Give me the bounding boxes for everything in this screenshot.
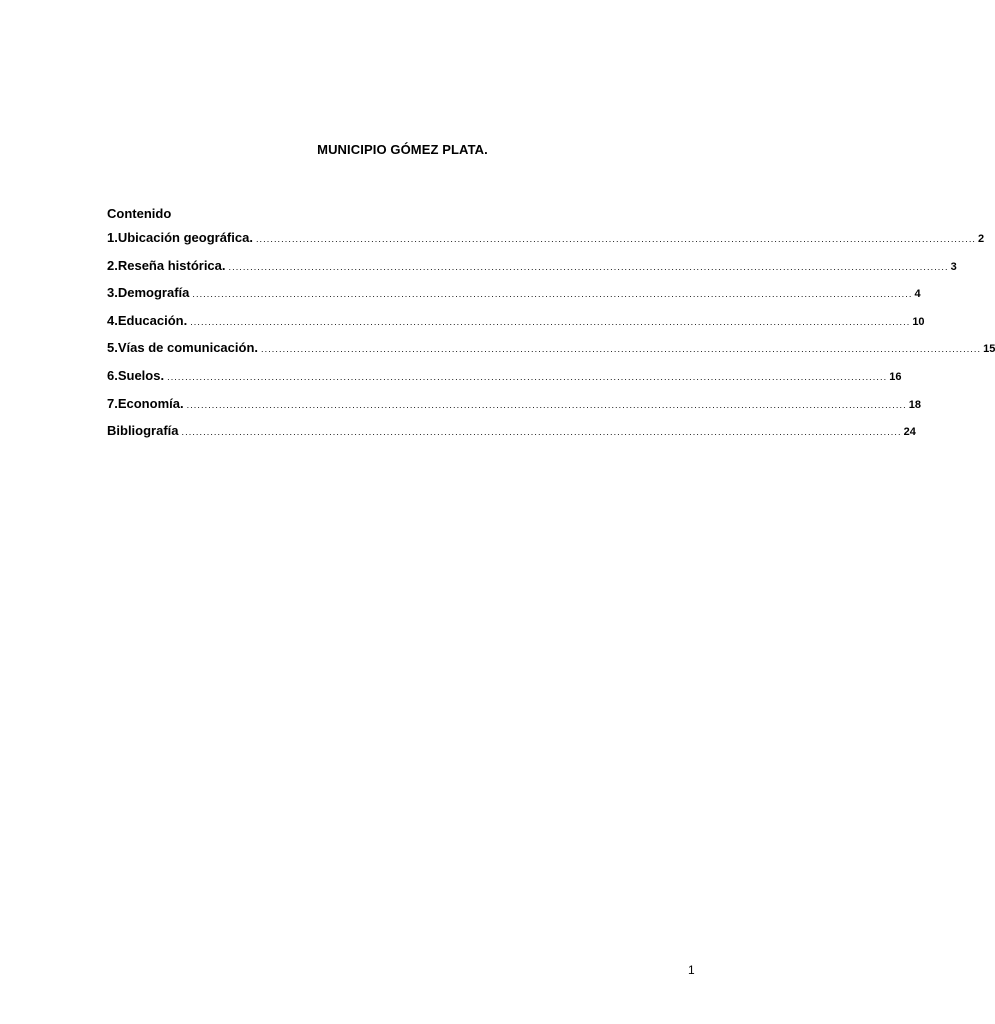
toc-entry-demografia[interactable]	[107, 285, 921, 313]
toc-entry-page: 3	[950, 260, 957, 273]
dot-leader: ........................................................................................................................................................................................................	[255, 234, 977, 244]
toc-entry-label: Educación.	[117, 312, 188, 328]
toc-entry-number: 4.	[107, 312, 118, 328]
toc-entry-suelos[interactable]	[107, 367, 902, 396]
page-number: 1	[688, 963, 695, 977]
dot-leader: ........................................................................................................................................................................................................	[167, 371, 888, 382]
toc-entry-label: Demografía	[117, 285, 190, 301]
toc-entry-label: Economía.	[117, 395, 184, 411]
toc-entry-number: 3.	[107, 285, 118, 301]
toc-entry-label: Ubicación geográfica.	[117, 230, 253, 245]
toc-entry-number: 6.	[107, 367, 118, 383]
toc-entry-number: 5.	[107, 340, 118, 356]
toc-entry-page: 4	[914, 288, 921, 301]
toc-entry-label: Suelos.	[117, 367, 165, 383]
toc-entry-resena[interactable]	[107, 257, 957, 286]
dot-leader: ........................................................................................................................................................................................................	[186, 399, 907, 410]
toc-entry-educacion[interactable]	[107, 312, 925, 341]
toc-entry-number: 7.	[107, 395, 118, 411]
toc-entry-bibliografia[interactable]	[107, 423, 916, 451]
toc-entry-label: Reseña histórica.	[117, 257, 226, 273]
toc-entry-page: 18	[908, 398, 921, 411]
toc-entry-ubicacion[interactable]	[107, 230, 985, 258]
dot-leader: ........................................................................................................................................................................................................	[261, 344, 982, 355]
toc-entry-economia[interactable]	[107, 395, 921, 424]
toc-entry-label: Bibliografía	[107, 423, 179, 439]
dot-leader: ........................................................................................................................................................................................................	[192, 289, 913, 300]
toc-entry-label: Vías de comunicación.	[117, 340, 258, 356]
toc-entry-page: 2	[978, 233, 985, 245]
dot-leader: ........................................................................................................................................................................................................	[228, 261, 949, 272]
dot-leader: ........................................................................................................................................................................................................	[190, 316, 911, 327]
toc-entry-page: 24	[903, 426, 916, 439]
toc-entry-number: 1.	[107, 230, 118, 245]
table-of-contents	[107, 230, 995, 451]
toc-entry-vias[interactable]	[107, 340, 995, 368]
toc-entry-page: 16	[889, 370, 902, 383]
dot-leader: ........................................................................................................................................................................................................	[181, 427, 902, 438]
toc-entry-page: 10	[912, 315, 925, 328]
toc-entry-page: 15	[983, 343, 995, 356]
document-title: MUNICIPIO GÓMEZ PLATA.	[317, 142, 488, 157]
toc-heading: Contenido	[107, 206, 172, 221]
toc-entry-number: 2.	[107, 257, 118, 273]
